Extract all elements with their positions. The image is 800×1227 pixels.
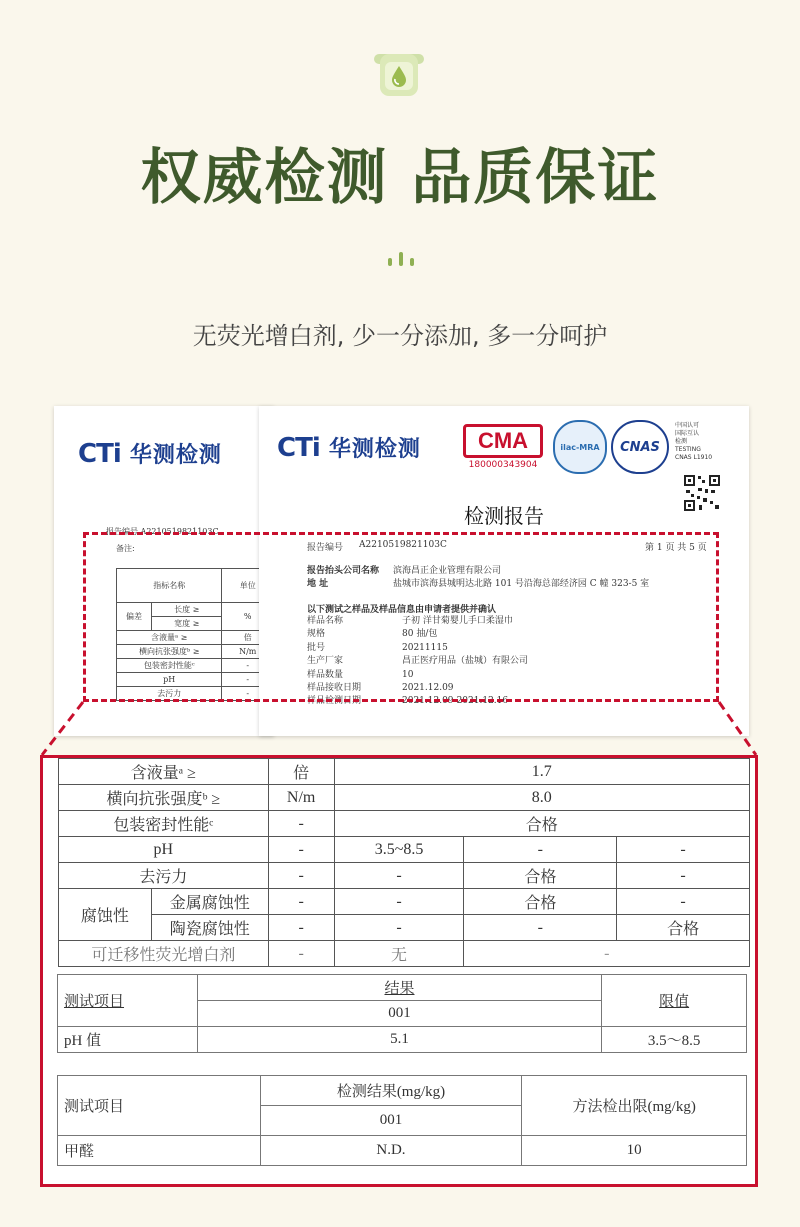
company-value: 滨海昌正企业管理有限公司 xyxy=(393,566,502,576)
headline: 权威检测 品质保证 xyxy=(140,143,660,213)
row-value: 合格 xyxy=(464,889,617,915)
table-row xyxy=(59,785,750,811)
back-row-name: 含液量ᵃ ≥ xyxy=(117,631,222,645)
field-label: 样品接收日期 xyxy=(307,683,362,694)
cnas-side-line: 中国认可 xyxy=(675,422,700,429)
cma-seal xyxy=(463,424,543,470)
back-row-unit: 倍 xyxy=(222,631,274,645)
field-label: 样品数量 xyxy=(307,669,344,680)
fa-sample-id: 001 xyxy=(260,1106,522,1136)
company-label: 报告抬头公司名称 xyxy=(307,566,380,576)
back-row-unit: % xyxy=(222,603,274,631)
ph-row-limit: 3.5～8.5 xyxy=(602,1027,747,1053)
cnas-seal xyxy=(611,420,669,474)
ilac-mra-seal xyxy=(553,420,607,474)
ph-limit-header: 限值 xyxy=(602,975,747,1027)
back-col-name: 指标名称 xyxy=(117,569,222,603)
row-unit: - xyxy=(268,863,334,889)
field-value: 2021.12.09 xyxy=(402,683,454,694)
row-group-corrosion: 腐蚀性 xyxy=(59,889,152,941)
row-unit: 倍 xyxy=(268,759,334,785)
back-logo xyxy=(78,438,222,469)
cnas-side-line: 国际互认 xyxy=(675,430,700,437)
row-unit: - xyxy=(268,837,334,863)
address-value: 盐城市滨海县城明达北路 101 号沿海总部经济园 C 幢 323-5 室 xyxy=(393,579,650,589)
field-value: 10 xyxy=(402,669,414,680)
field-value: 昌正医疗用品（盐城）有限公司 xyxy=(402,656,529,667)
table-row xyxy=(59,837,750,863)
field-label: 规格 xyxy=(307,629,326,640)
row-unit: - xyxy=(268,889,334,915)
spec-results-table xyxy=(58,758,750,967)
cma-mark: CMA xyxy=(463,424,543,458)
report-title: 检测报告 xyxy=(464,504,544,528)
back-row-name: 包装密封性能ᶜ xyxy=(117,659,222,673)
table-row xyxy=(58,1027,747,1053)
back-row-name: 宽度 ≥ xyxy=(152,617,222,631)
row-name: 陶瓷腐蚀性 xyxy=(151,915,268,941)
field-value: 80 抽/包 xyxy=(402,629,438,640)
row-unit: N/m xyxy=(268,785,334,811)
table-row xyxy=(59,941,750,967)
fa-row-name: 甲醛 xyxy=(58,1136,261,1166)
formaldehyde-result-table xyxy=(57,1075,747,1166)
row-value: - xyxy=(334,915,464,941)
row-name: pH xyxy=(59,837,269,863)
row-name: 去污力 xyxy=(59,863,269,889)
cnas-side-text xyxy=(675,422,712,462)
cnas-side-line: TESTING xyxy=(675,446,701,453)
row-value: - xyxy=(617,889,750,915)
address-label: 地 址 xyxy=(307,579,329,589)
fa-test-item-header: 测试项目 xyxy=(58,1076,261,1136)
table-row xyxy=(59,889,750,915)
row-unit: - xyxy=(268,811,334,837)
row-value: - xyxy=(464,915,617,941)
fa-result-header: 检测结果(mg/kg) xyxy=(260,1076,522,1106)
back-row-unit: N/m xyxy=(222,645,274,659)
back-row-unit: - xyxy=(222,673,274,687)
cnas-side-line: CNAS L1910 xyxy=(675,454,713,461)
row-value: 合格 xyxy=(617,915,750,941)
row-value: 合格 xyxy=(334,811,749,837)
table-row xyxy=(59,863,750,889)
back-row-name: 去污力 xyxy=(117,687,222,701)
back-logo-cti: CTi xyxy=(78,439,121,469)
ph-test-item-header: 测试项目 xyxy=(58,975,198,1027)
ph-row-value: 5.1 xyxy=(197,1027,601,1053)
row-value: 8.0 xyxy=(334,785,749,811)
row-value: - xyxy=(334,889,464,915)
field-label: 生产厂家 xyxy=(307,656,344,667)
back-report-no: 报告编号 A2210519821103C xyxy=(106,527,219,536)
front-logo-cn: 华测检测 xyxy=(328,437,421,462)
table-row xyxy=(59,759,750,785)
fa-row-limit: 10 xyxy=(522,1136,747,1166)
back-logo-cn: 华测检测 xyxy=(129,443,222,468)
row-value: - xyxy=(464,837,617,863)
field-label: 样品名称 xyxy=(307,616,344,626)
ph-result-header: 结果 xyxy=(197,975,601,1001)
cnas-side-line: 检测 xyxy=(675,438,688,445)
row-name: 可迁移性荧光增白剂 xyxy=(59,941,269,967)
field-value: 子初 洋甘菊婴儿手口柔湿巾 xyxy=(402,616,513,626)
back-row-name: pH xyxy=(117,673,222,687)
fa-limit-header: 方法检出限(mg/kg) xyxy=(522,1076,747,1136)
row-value: - xyxy=(334,863,464,889)
row-value: - xyxy=(617,863,750,889)
ph-row-name: pH 值 xyxy=(58,1027,198,1053)
field-value: 20211115 xyxy=(402,642,448,653)
row-unit: - xyxy=(268,941,334,967)
decorative-dots-icon xyxy=(386,250,416,268)
page-info: 第 1 页 共 5 页 xyxy=(645,543,707,553)
field-label: 样品检测日期 xyxy=(307,696,362,707)
back-group-deviation: 偏差 xyxy=(117,603,152,631)
report-no-label: 报告编号 xyxy=(307,543,344,553)
back-remark: 备注: xyxy=(116,544,135,553)
front-logo-cti: CTi xyxy=(277,433,320,463)
zoom-detail-frame xyxy=(40,755,758,1187)
row-value: 1.7 xyxy=(334,759,749,785)
row-unit: - xyxy=(268,915,334,941)
row-value: - xyxy=(617,837,750,863)
back-row-unit: - xyxy=(222,659,274,673)
row-name: 包装密封性能ᶜ xyxy=(59,811,269,837)
row-name: 含液量ᵃ ≥ xyxy=(59,759,269,785)
row-value: 合格 xyxy=(464,863,617,889)
table-row xyxy=(59,915,750,941)
back-row-name: 长度 ≥ xyxy=(152,603,222,617)
table-row xyxy=(59,811,750,837)
row-value: 3.5~8.5 xyxy=(334,837,464,863)
row-name: 横向抗张强度ᵇ ≥ xyxy=(59,785,269,811)
fa-row-value: N.D. xyxy=(260,1136,522,1166)
water-drop-icon xyxy=(374,48,424,98)
ilac-mra-text: ilac-MRA xyxy=(560,442,600,452)
back-row-unit: - xyxy=(222,687,274,701)
cnas-text: CNAS xyxy=(620,439,660,455)
sample-notice: 以下测试之样品及样品信息由申请者提供并确认 xyxy=(307,605,497,615)
highlight-dashed-box xyxy=(83,532,719,702)
cma-number: 180000343904 xyxy=(468,460,538,470)
front-logo xyxy=(277,432,421,463)
ph-sample-id: 001 xyxy=(197,1001,601,1027)
field-label: 批号 xyxy=(307,642,326,653)
row-name: 金属腐蚀性 xyxy=(151,889,268,915)
ph-result-table xyxy=(57,974,747,1053)
report-no: A2210519821103C xyxy=(359,540,447,550)
row-value: - xyxy=(464,941,750,967)
back-row-name: 横向抗张强度ᵇ ≥ xyxy=(117,645,222,659)
subline: 无荧光增白剂, 少一分添加, 多一分呵护 xyxy=(192,322,608,350)
table-row xyxy=(58,1136,747,1166)
field-value: 2021.12.09-2021.12.16 xyxy=(402,696,509,707)
back-col-unit: 单位 xyxy=(222,569,274,603)
row-value: 无 xyxy=(334,941,464,967)
